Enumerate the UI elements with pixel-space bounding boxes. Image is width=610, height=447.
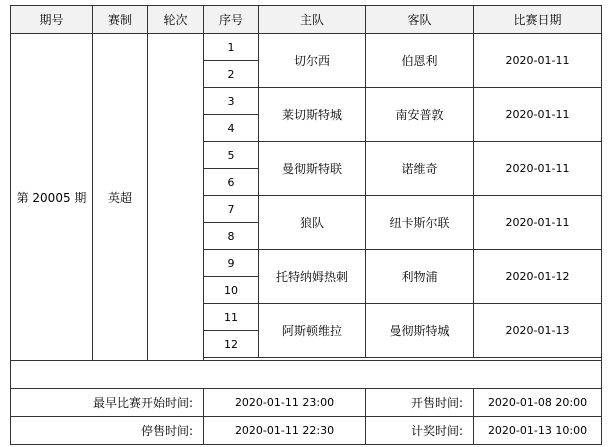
seq-cell: 8 — [204, 223, 259, 250]
home-team-cell: 托特纳姆热刺 — [259, 250, 366, 304]
header-format: 赛制 — [93, 6, 148, 34]
header-seq: 序号 — [204, 6, 259, 34]
home-team-cell: 狼队 — [259, 196, 366, 250]
away-team-cell: 纽卡斯尔联 — [366, 196, 474, 250]
award-time-value: 2020-01-13 10:00 — [474, 417, 602, 445]
away-team-cell: 伯恩利 — [366, 34, 474, 88]
footer-row-1 — [11, 389, 602, 417]
header-away: 客队 — [366, 6, 474, 34]
seq-cell: 1 — [204, 34, 259, 61]
seq-cell: 7 — [204, 196, 259, 223]
award-time-label: 计奖时间: — [366, 417, 474, 445]
format-cell: 英超 — [93, 34, 148, 361]
seq-cell: 3 — [204, 88, 259, 115]
seq-cell: 10 — [204, 277, 259, 304]
header-round: 轮次 — [148, 6, 204, 34]
sale-stop-label: 停售时间: — [11, 417, 204, 445]
sale-start-value: 2020-01-08 20:00 — [474, 389, 602, 417]
earliest-start-value: 2020-01-11 23:00 — [204, 389, 366, 417]
spacer-row — [11, 361, 602, 389]
header-date: 比赛日期 — [474, 6, 602, 34]
header-issue: 期号 — [11, 6, 93, 34]
match-date-cell: 2020-01-11 — [474, 142, 602, 196]
round-cell — [148, 34, 204, 361]
away-team-cell: 南安普敦 — [366, 88, 474, 142]
away-team-cell: 利物浦 — [366, 250, 474, 304]
match-date-cell: 2020-01-11 — [474, 196, 602, 250]
match-date-cell: 2020-01-11 — [474, 34, 602, 88]
home-team-cell: 曼彻斯特联 — [259, 142, 366, 196]
seq-cell: 12 — [204, 331, 259, 358]
earliest-start-label: 最早比赛开始时间: — [11, 389, 204, 417]
issue-cell: 第 20005 期 — [11, 34, 93, 361]
seq-cell: 4 — [204, 115, 259, 142]
header-row — [11, 6, 602, 34]
header-home: 主队 — [259, 6, 366, 34]
spacer-cell — [11, 361, 602, 389]
footer-row-2 — [11, 417, 602, 445]
match-date-cell: 2020-01-12 — [474, 250, 602, 304]
home-team-cell: 切尔西 — [259, 34, 366, 88]
match-date-cell: 2020-01-13 — [474, 304, 602, 358]
seq-cell: 9 — [204, 250, 259, 277]
seq-cell: 5 — [204, 142, 259, 169]
away-team-cell: 曼彻斯特城 — [366, 304, 474, 358]
home-team-cell: 阿斯顿维拉 — [259, 304, 366, 358]
table-row — [11, 34, 602, 61]
home-team-cell: 莱切斯特城 — [259, 88, 366, 142]
seq-cell: 11 — [204, 304, 259, 331]
sale-start-label: 开售时间: — [366, 389, 474, 417]
seq-cell: 2 — [204, 61, 259, 88]
sale-stop-value: 2020-01-11 22:30 — [204, 417, 366, 445]
match-date-cell: 2020-01-11 — [474, 88, 602, 142]
match-schedule-table — [10, 5, 602, 445]
seq-cell: 6 — [204, 169, 259, 196]
away-team-cell: 诺维奇 — [366, 142, 474, 196]
